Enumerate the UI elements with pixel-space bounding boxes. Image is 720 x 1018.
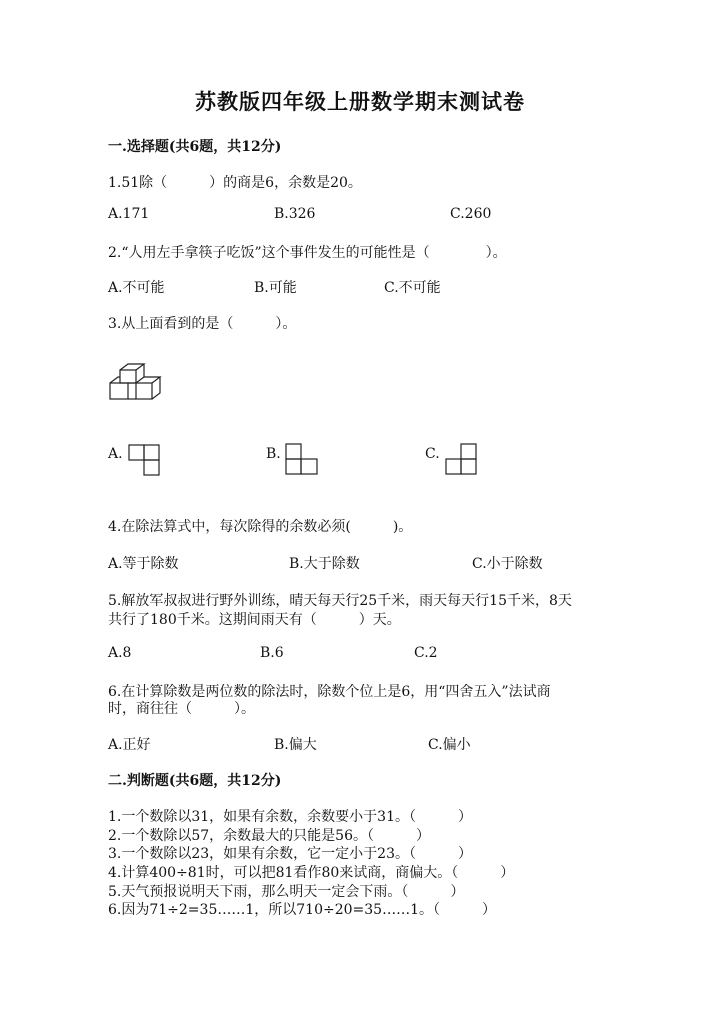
question-4: 4.在除法算式中，每次除得的余数必须( )。 (108, 519, 413, 535)
q2-option-c: C.不可能 (384, 280, 441, 296)
q4-option-c: C.小于除数 (472, 556, 543, 572)
q3-option-c: C. (425, 446, 440, 462)
page-title: 苏教版四年级上册数学期末测试卷 (195, 89, 525, 114)
q5-option-c: C.2 (414, 645, 438, 661)
question-1: 1.51除（ ）的商是6，余数是20。 (108, 175, 362, 191)
judgement-item-1: 1.一个数除以31，如果有余数，余数要小于31。（ ） (108, 809, 472, 825)
judgement-item-3: 3.一个数除以23，如果有余数，它一定小于23。（ ） (108, 846, 472, 862)
judgement-item-2: 2.一个数除以57，余数最大的只能是56。（ ） (108, 828, 430, 844)
q1-option-a: A.171 (108, 206, 150, 222)
question-6-line-1: 6.在计算除数是两位数的除法时，除数个位上是6，用“四舍五入”法试商 (108, 684, 551, 700)
judgement-item-6: 6.因为71÷2=35……1，所以710÷20=35……1。（ ） (108, 902, 496, 918)
q2-option-a: A.不可能 (108, 280, 165, 296)
question-5-line-2: 共行了180千米。这期间雨天有（ ）天。 (108, 612, 401, 628)
judgement-item-4: 4.计算400÷81时，可以把81看作80来试商，商偏大。（ ） (108, 865, 515, 881)
option-b-grid-figure (285, 443, 319, 475)
question-3: 3.从上面看到的是（ ）。 (108, 316, 297, 332)
q6-option-a: A.正好 (108, 737, 151, 753)
q2-option-b: B.可能 (254, 280, 297, 296)
question-5-line-1: 5.解放军叔叔进行野外训练，晴天每天行25千米，雨天每天行15千米，8天 (108, 593, 572, 609)
q3-option-a: A. (108, 446, 123, 462)
question-6-line-2: 时，商往往（ ）。 (108, 701, 255, 717)
q6-option-c: C.偏小 (428, 737, 471, 753)
option-a-grid-figure (128, 444, 160, 476)
question-2: 2.“人用左手拿筷子吃饭”这个事件发生的可能性是（ ）。 (108, 245, 507, 261)
judgement-item-5: 5.天气预报说明天下雨，那么明天一定会下雨。（ ） (108, 884, 465, 900)
q4-option-b: B.大于除数 (289, 556, 360, 572)
cube-stack-figure (108, 362, 162, 402)
section-heading-judgement: 二.判断题(共6题，共12分) (108, 773, 282, 789)
q1-option-c: C.260 (450, 206, 492, 222)
q5-option-b: B.6 (260, 645, 284, 661)
q5-option-a: A.8 (108, 645, 132, 661)
option-c-grid-figure (444, 443, 478, 475)
q4-option-a: A.等于除数 (108, 556, 179, 572)
q6-option-b: B.偏大 (274, 737, 317, 753)
section-heading-choice: 一.选择题(共6题，共12分) (108, 139, 282, 155)
q3-option-b: B. (266, 446, 281, 462)
q1-option-b: B.326 (274, 206, 316, 222)
